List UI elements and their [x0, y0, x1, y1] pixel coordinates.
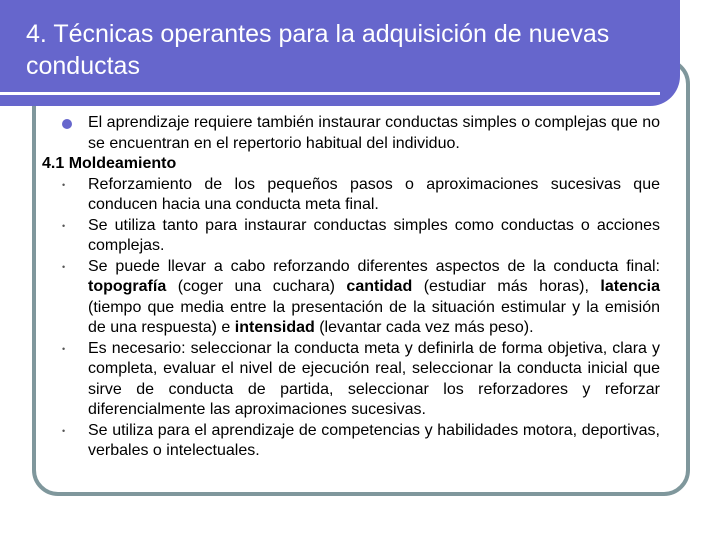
keyword-cantidad: cantidad [346, 278, 413, 295]
slide-body [42, 113, 660, 462]
list-item [62, 216, 660, 257]
list-item [62, 175, 660, 216]
item-text: (estudiar más horas), [412, 278, 601, 295]
bullet-icon: • [62, 343, 66, 354]
bullet-icon: • [62, 261, 66, 272]
item-text: Se puede llevar a cabo reforzando diferentes aspectos de la conducta final: [88, 257, 660, 275]
keyword-topografia: topografía [88, 278, 167, 295]
intro-paragraph [62, 113, 660, 154]
bullet-icon: • [62, 179, 66, 190]
item-text: (levantar cada vez más peso). [314, 319, 534, 336]
item-text: Reforzamiento de los pequeños pasos o aproximaciones sucesivas que conducen hacia una conducta meta final. [88, 175, 660, 213]
list-item [62, 339, 660, 421]
item-text: Se utiliza tanto para instaurar conductas simples como conductas o acciones complejas. [88, 216, 660, 254]
slide-title: 4. Técnicas operantes para la adquisición de nuevas conductas [26, 20, 610, 80]
round-bullet-icon [62, 119, 72, 129]
item-text: Se utiliza para el aprendizaje de competencias y habilidades motora, deportivas, verbales o intelectuales. [88, 421, 660, 459]
keyword-latencia: latencia [600, 278, 660, 295]
list-item [62, 257, 660, 339]
title-underline [0, 92, 660, 95]
intro-text: El aprendizaje requiere también instaurar conductas simples o complejas que no se encuentran en el repertorio habitual del individuo. [88, 114, 660, 152]
list-item [62, 421, 660, 462]
bullet-icon: • [62, 220, 66, 231]
keyword-intensidad: intensidad [234, 319, 315, 336]
bullet-icon: • [62, 425, 66, 436]
section-heading: 4.1 Moldeamiento [42, 155, 177, 172]
item-text: (coger una cuchara) [166, 278, 347, 295]
item-text: (tiempo que media entre la presentación de la situación estimular y la emisión de una respuesta) e [88, 298, 660, 336]
item-text: Es necesario: seleccionar la conducta meta y definirla de forma objetiva, clara y completa, evaluar el nivel de ejecución real, seleccionar la conducta inicial que sirve de conducta de partida, seleccionar los reforzadores y reforzar diferencialmente las aproximaciones sucesivas. [88, 339, 660, 418]
